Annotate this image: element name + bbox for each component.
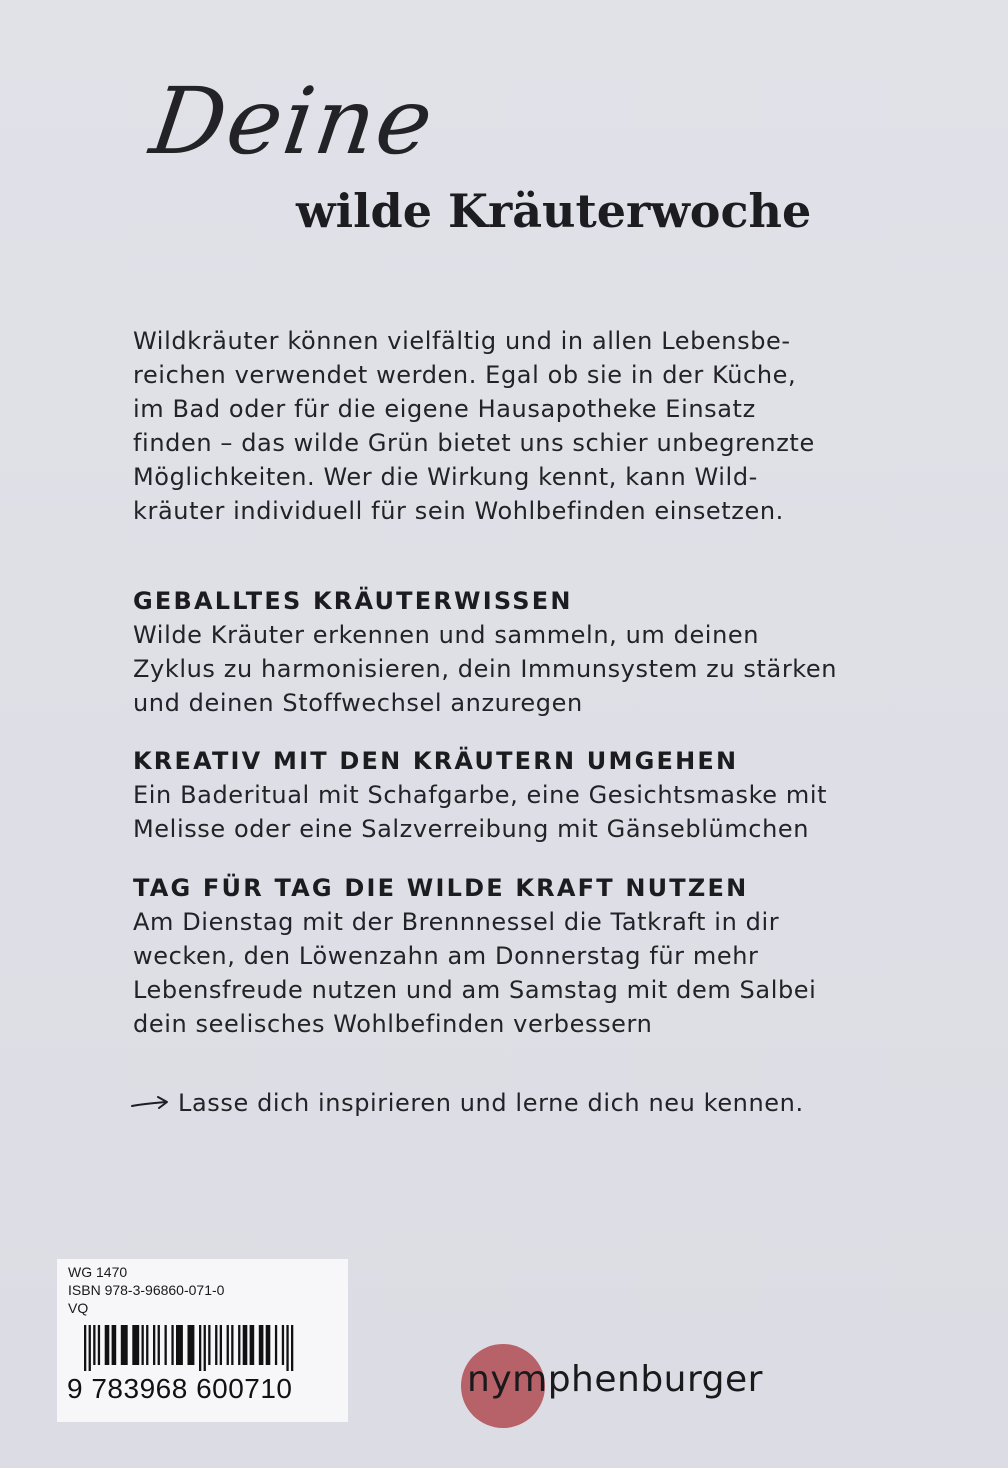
barcode-bars (84, 1325, 332, 1371)
arrow-right-icon (130, 1093, 170, 1113)
barcode-bar (112, 1325, 117, 1365)
intro-line: kräuter individuell für sein Wohlbefinden einsetzen. (133, 497, 784, 525)
barcode-bar (204, 1325, 206, 1371)
feature-section-daily (133, 871, 893, 1041)
section-line: Wilde Kräuter erkennen und sammeln, um deinen (133, 621, 760, 649)
section-line: und deinen Stoffwechsel anzuregen (133, 689, 583, 717)
barcode-bar (153, 1325, 155, 1365)
barcode-bar (84, 1325, 86, 1371)
barcode-bar (291, 1325, 293, 1371)
isbn-text: ISBN 978-3-96860-071-0 (68, 1282, 225, 1298)
barcode-bar (286, 1325, 288, 1371)
barcode-bar (158, 1325, 160, 1365)
book-title: wilde Kräuterwoche (296, 184, 812, 238)
section-line: Ein Baderitual mit Schafgarbe, eine Gesichtsmaske mit (133, 781, 828, 809)
publisher-logo (461, 1344, 806, 1428)
feature-section-knowledge (133, 584, 893, 720)
intro-line: im Bad oder für die eigene Hausapotheke Einsatz (133, 395, 756, 423)
barcode-bar (275, 1325, 277, 1365)
barcode-bar (238, 1325, 240, 1365)
barcode-bar (208, 1325, 210, 1365)
barcode-bar (266, 1325, 271, 1365)
section-text (133, 618, 893, 720)
barcode-bar (105, 1325, 110, 1365)
barcode-bar (89, 1325, 91, 1371)
barcode-bar (227, 1325, 229, 1365)
barcode-bar (231, 1325, 233, 1365)
section-text (133, 778, 893, 846)
section-line: Melisse oder eine Salzverreibung mit Gänseblümchen (133, 815, 810, 843)
barcode-bar (165, 1325, 167, 1365)
section-heading: TAG FÜR TAG DIE WILDE KRAFT NUTZEN (133, 874, 749, 902)
barcode-bar (282, 1325, 284, 1365)
section-line: dein seelisches Wohlbefinden verbessern (133, 1010, 653, 1038)
barcode-digits: 9 783968 600710 (67, 1373, 293, 1404)
intro-line: finden – das wilde Grün bietet uns schier unbegrenzte (133, 429, 815, 457)
barcode-bar (215, 1325, 217, 1365)
barcode-bar (98, 1325, 100, 1365)
section-line: Zyklus zu harmonisieren, dein Immunsystem zu stärken (133, 655, 838, 683)
distribution-code: VQ (68, 1300, 89, 1316)
cta-text: Lasse dich inspirieren und lerne dich neu kennen. (178, 1089, 804, 1117)
barcode-bar (171, 1325, 173, 1365)
section-line: Lebensfreude nutzen und am Samstag mit dem Salbei (133, 976, 817, 1004)
barcode-bar (146, 1325, 148, 1365)
barcode-bar (243, 1325, 248, 1365)
barcode-bar (176, 1325, 183, 1365)
intro-line: Möglichkeiten. Wer die Wirkung kennt, kann Wild- (133, 463, 758, 491)
section-line: wecken, den Löwenzahn am Donnerstag für mehr (133, 942, 759, 970)
intro-line: reichen verwendet werden. Egal ob sie in der Küche, (133, 361, 797, 389)
barcode-bar (259, 1325, 264, 1365)
barcode-bar (188, 1325, 195, 1365)
barcode-bar (142, 1325, 144, 1365)
barcode-bar (220, 1325, 222, 1365)
barcode-bar (199, 1325, 201, 1371)
barcode-bar (250, 1325, 255, 1365)
section-line: Am Dienstag mit der Brennnessel die Tatkraft in dir (133, 908, 780, 936)
barcode-bar (121, 1325, 128, 1365)
script-title: Deine (144, 68, 441, 175)
publisher-name: nymphenburger (467, 1359, 763, 1400)
product-group-code: WG 1470 (68, 1264, 128, 1280)
section-text (133, 905, 893, 1041)
intro-paragraph (133, 324, 893, 528)
section-heading: KREATIV MIT DEN KRÄUTERN UMGEHEN (133, 747, 739, 775)
barcode-label (57, 1259, 348, 1422)
barcode-bar (93, 1325, 95, 1365)
section-heading: GEBALLTES KRÄUTERWISSEN (133, 587, 573, 615)
intro-line: Wildkräuter können vielfältig und in allen Lebensbe- (133, 327, 791, 355)
feature-section-creative (133, 744, 893, 846)
call-to-action (130, 1089, 804, 1117)
barcode-bar (132, 1325, 139, 1365)
